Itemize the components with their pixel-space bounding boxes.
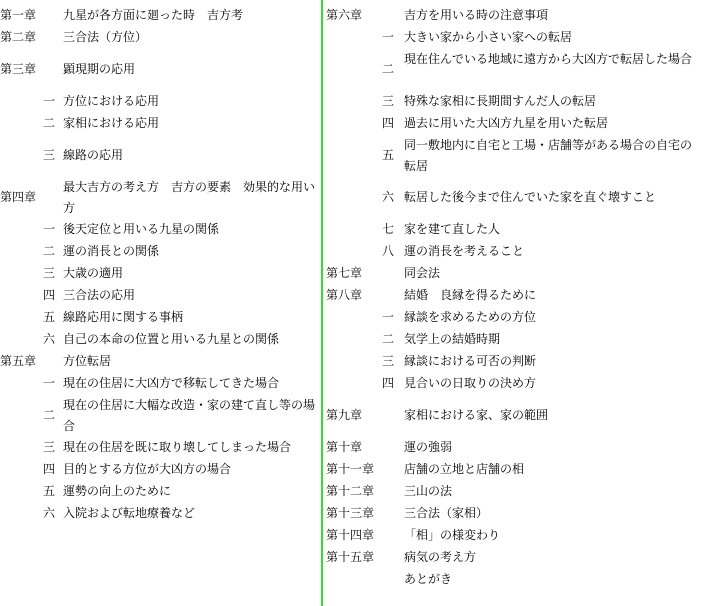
entry-title: 同会法 [404, 266, 441, 280]
entry-title: 縁談を求めるための方位 [404, 310, 537, 324]
section-number: 五 [42, 484, 55, 498]
entry-title: 目的とする方位が大凶方の場合 [63, 462, 232, 476]
chapter-number: 第十三章 [326, 506, 375, 520]
entry-title: 結婚 良縁を得るために [404, 288, 537, 302]
column-divider [321, 0, 323, 606]
section-number: 六 [42, 332, 55, 346]
section-number: 三 [42, 266, 55, 280]
section-number: 三 [42, 440, 55, 454]
entry-title: 最大吉方の考え方 吉方の要素 効果的な用い方 [63, 180, 316, 215]
section-number: 一 [42, 376, 55, 390]
entry-title: 特殊な家相に長期間すんだ人の転居 [404, 94, 597, 108]
entry-title: あとがき [404, 572, 453, 586]
entry-title: 家を建て直した人 [404, 222, 501, 236]
entry-title: 家相における応用 [63, 116, 160, 130]
entry-title: 自己の本命の位置と用いる九星との関係 [63, 332, 280, 346]
entry-title: 三合法の応用 [63, 288, 136, 302]
section-number: 一 [381, 310, 394, 324]
section-number: 二 [42, 116, 55, 130]
section-number: 一 [42, 222, 55, 236]
chapter-number: 第十五章 [326, 550, 375, 564]
entry-title: 家相における家、家の範囲 [404, 408, 549, 422]
chapter-number: 第十四章 [326, 528, 375, 542]
entry-title: 九星が各方面に廻った時 吉方考 [63, 8, 244, 22]
entry-title: 同一敷地内に自宅と工場・店舗等がある場合の自宅の転居 [404, 138, 693, 173]
chapter-number: 第一章 [0, 8, 37, 22]
chapter-number: 第五章 [0, 354, 37, 368]
section-number: 三 [381, 94, 394, 108]
entry-title: 吉方を用いる時の注意事項 [404, 8, 549, 22]
entry-title: 運の強弱 [404, 440, 453, 454]
entry-title: 運の消長との関係 [63, 244, 160, 258]
chapter-number: 第十一章 [326, 462, 375, 476]
entry-title: 店舗の立地と店舗の相 [404, 462, 525, 476]
section-number: 四 [42, 288, 55, 302]
chapter-number: 第七章 [326, 266, 363, 280]
entry-title: 現在の住居に大凶方で移転してきた場合 [63, 376, 280, 390]
entry-title: 運の消長を考えること [404, 244, 525, 258]
chapter-number: 第九章 [326, 408, 363, 422]
section-number: 二 [42, 408, 55, 422]
chapter-number: 第八章 [326, 288, 363, 302]
entry-title: 転居した後今まで住んでいた家を直ぐ壊すこと [404, 190, 657, 204]
entry-title: 気学上の結婚時期 [404, 332, 501, 346]
entry-title: 現在住んでいる地域に遠方から大凶方で転居した場合 [404, 52, 693, 66]
section-number: 五 [42, 310, 55, 324]
entry-title: 大きい家から小さい家への転居 [404, 30, 573, 44]
entry-title: 顕現期の応用 [63, 62, 136, 76]
section-number: 五 [381, 148, 394, 162]
entry-title: 三合法（家相） [404, 506, 489, 520]
section-number: 二 [42, 244, 55, 258]
section-number: 八 [381, 244, 394, 258]
chapter-number: 第二章 [0, 30, 37, 44]
entry-title: 病気の考え方 [404, 550, 477, 564]
section-number: 四 [381, 376, 394, 390]
section-number: 六 [381, 190, 394, 204]
chapter-number: 第十章 [326, 440, 363, 454]
section-number: 二 [381, 332, 394, 346]
entry-title: 方位転居 [63, 354, 112, 368]
section-number: 三 [42, 148, 55, 162]
section-number: 四 [381, 116, 394, 130]
entry-title: 大歳の適用 [63, 266, 124, 280]
section-number: 二 [381, 62, 394, 76]
entry-title: 入院および転地療養など [63, 506, 196, 520]
chapter-number: 第十二章 [326, 484, 375, 498]
entry-title: 線路応用に関する事柄 [63, 310, 184, 324]
entry-title: 三合法（方位） [63, 30, 148, 44]
chapter-number: 第六章 [326, 8, 363, 22]
section-number: 一 [381, 30, 394, 44]
entry-title: 現在の住居に大幅な改造・家の建て直し等の場合 [63, 398, 316, 433]
chapter-number: 第四章 [0, 190, 37, 204]
section-number: 四 [42, 462, 55, 476]
section-number: 六 [42, 506, 55, 520]
chapter-number: 第三章 [0, 62, 37, 76]
section-number: 一 [42, 94, 55, 108]
entry-title: 運勢の向上のために [63, 484, 172, 498]
entry-title: 現在の住居を既に取り壊してしまった場合 [63, 440, 292, 454]
entry-title: 三山の法 [404, 484, 453, 498]
entry-title: 後天定位と用いる九星の関係 [63, 222, 220, 236]
section-number: 七 [381, 222, 394, 236]
section-number: 三 [381, 354, 394, 368]
entry-title: 「相」の様変わり [404, 528, 501, 542]
entry-title: 方位における応用 [63, 94, 160, 108]
entry-title: 過去に用いた大凶方九星を用いた転居 [404, 116, 609, 130]
entry-title: 線路の応用 [63, 148, 124, 162]
entry-title: 見合いの日取りの決め方 [404, 376, 537, 390]
entry-title: 縁談における可否の判断 [404, 354, 537, 368]
